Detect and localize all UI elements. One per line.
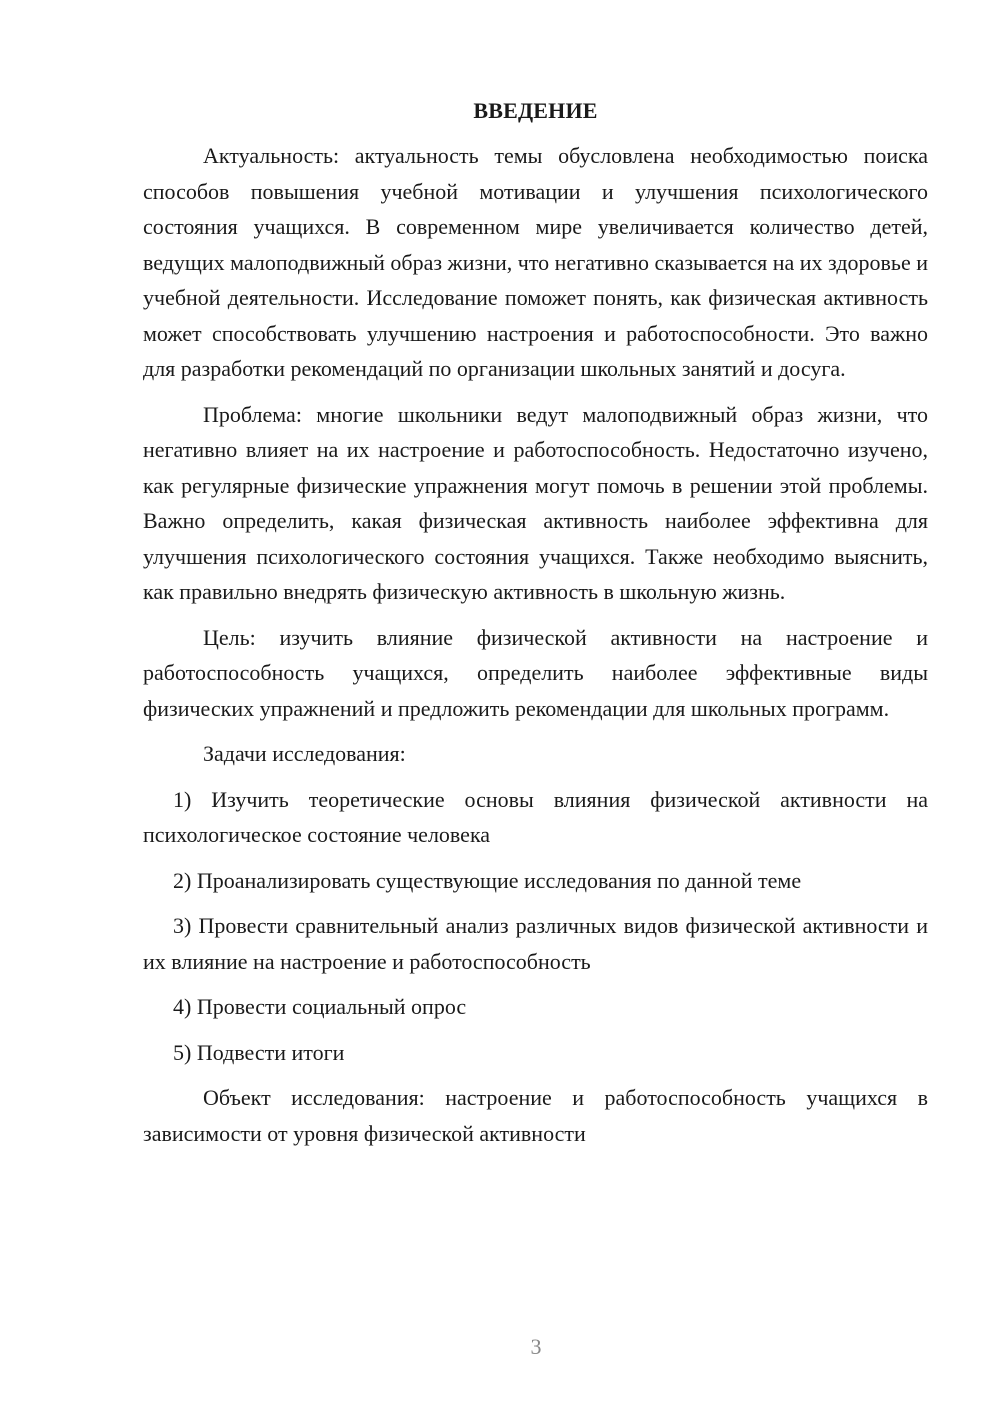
relevance-paragraph: Актуальность: актуальность темы обусловлена необходимостью поиска способов повышения учебной мотивации и улучшения психологического состояния учащихся. В современном мире увеличивается количество детей, ведущих малоподвижный образ жизни, что негативно сказывается на их здоровье и учебной деятельности. Исследование поможет понять, как физическая активность может способствовать улучшению настроения и работоспособности. Это важно для разработки рекомендаций по организации школьных занятий и досуга.: [143, 143, 928, 381]
page-number: 3: [530, 1334, 542, 1359]
goal-paragraph: Цель: изучить влияние физической активности на настроение и работоспособность учащихся, определить наиболее эффективные виды физических упражнений и предложить рекомендации для школьных программ.: [143, 624, 928, 721]
page-title: ВВЕДЕНИЕ: [473, 98, 598, 123]
task-item-3: 3) Провести сравнительный анализ различных видов физической активности и их влияние на настроение и работоспособность: [143, 913, 928, 974]
page-content: [143, 96, 928, 1151]
task-item-2: 2) Проанализировать существующие исследования по данной теме: [173, 867, 802, 893]
task-item-5: 5) Подвести итоги: [173, 1039, 345, 1065]
task-item-4: 4) Провести социальный опрос: [173, 994, 467, 1019]
tasks-heading: Задачи исследования:: [203, 741, 406, 766]
problem-paragraph: Проблема: многие школьники ведут малоподвижный образ жизни, что негативно влияет на их настроение и работоспособность. Недостаточно изучено, как регулярные физические упражнения могут помочь в решении этой проблемы. Важно определить, какая физическая активность наиболее эффективна для улучшения психологического состояния учащихся. Также необходимо выяснить, как правильно внедрять физическую активность в школьную жизнь.: [143, 401, 928, 604]
object-paragraph: Объект исследования: настроение и работоспособность учащихся в зависимости от уровня физической активности: [143, 1085, 928, 1146]
task-item-1: 1) Изучить теоретические основы влияния физической активности на психологическое состояние человека: [143, 786, 928, 847]
